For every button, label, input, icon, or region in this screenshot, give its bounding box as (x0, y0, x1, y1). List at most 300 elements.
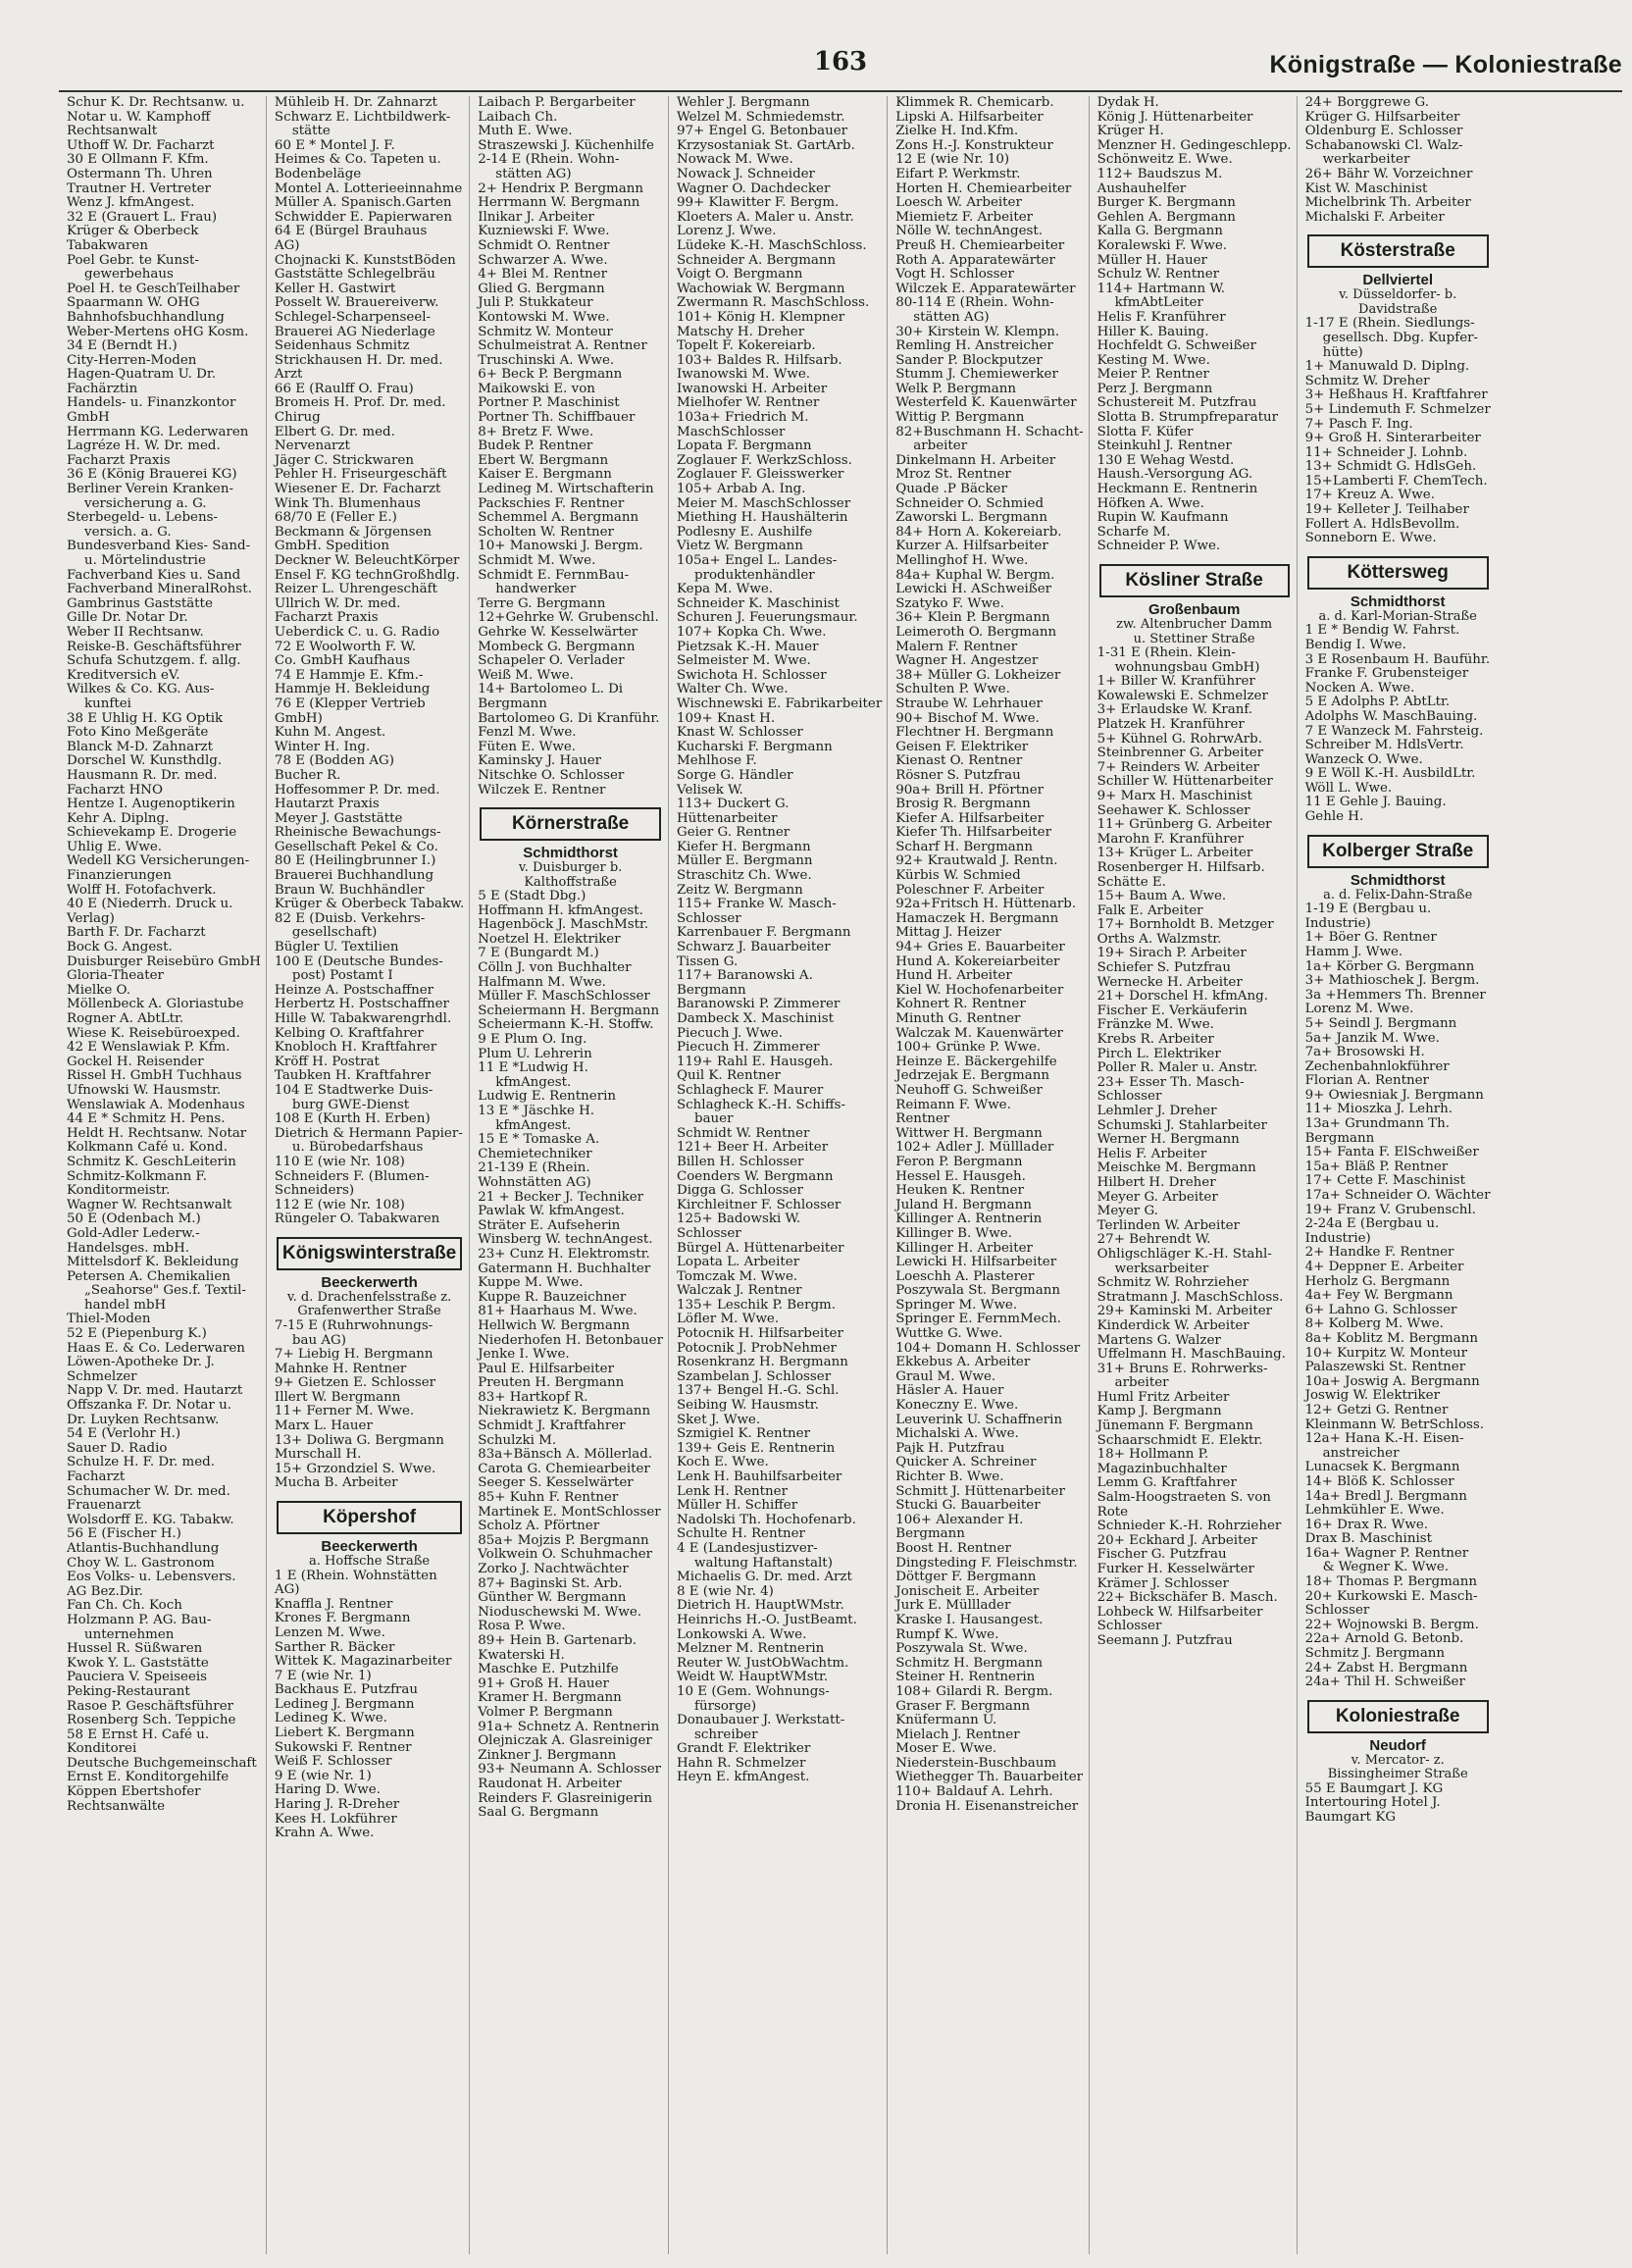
directory-entry: Welk P. Bergmann (895, 381, 1016, 396)
directory-entry: Schulmeistrat A. Rentner (478, 338, 647, 354)
directory-entry: Mucha B. Arbeiter (274, 1475, 398, 1491)
directory-entry: Bergmann (895, 1526, 965, 1542)
directory-entry: Facharzt Praxis (67, 452, 171, 468)
directory-entry: Dr. Luyken Rechtsanw. (67, 1412, 220, 1427)
directory-entry: 4 E (Landesjustizver- (677, 1540, 818, 1556)
directory-entry: 12+ Getzi G. Rentner (1304, 1402, 1449, 1418)
directory-entry: 17+ Cette F. Maschinist (1304, 1173, 1466, 1189)
directory-entry: Mittag J. Heizer (895, 925, 1001, 941)
directory-entry: 66 E (Raulff O. Frau) (274, 381, 414, 396)
directory-entry: Krüger & Oberbeck (67, 224, 199, 239)
directory-entry: Plum U. Lehrerin (478, 1046, 592, 1061)
directory-entry: 5+ Seindl J. Bergmann (1304, 1015, 1457, 1031)
directory-entry: Schlagheck K.-H. Schiffs- (677, 1097, 846, 1112)
directory-entry: 125+ Badowski W. (677, 1211, 801, 1227)
directory-entry: 8a+ Koblitz M. Bergmann (1304, 1330, 1478, 1346)
directory-entry: Müller F. MaschSchlosser (478, 989, 650, 1005)
directory-entry: Kiefer Th. Hilfsarbeiter (895, 825, 1052, 841)
directory-entry: Maschke E. Putzhilfe (478, 1662, 619, 1677)
directory-entry: Digga G. Schlosser (677, 1183, 803, 1199)
directory-entry: 104 E Stadtwerke Duis- (274, 1082, 434, 1098)
directory-entry: Herbertz H. Postschaffner (274, 997, 449, 1012)
directory-entry: Haring J. R-Dreher (274, 1797, 400, 1813)
directory-entry: Dorschel W. Kunsthdlg. (67, 753, 223, 769)
directory-entry: Packschies F. Rentner (478, 495, 625, 511)
directory-entry: Michalski F. Arbeiter (1304, 209, 1445, 225)
directory-entry: 104+ Domann H. Schlosser (895, 1340, 1081, 1356)
directory-entry: Schufa Schutzgem. f. allg. (67, 653, 241, 669)
directory-entry: Blanck M-D. Zahnarzt (67, 739, 213, 754)
district-name: Beeckerwerth (321, 1273, 418, 1291)
directory-entry: Chirug (274, 410, 321, 426)
directory-entry: 7+ Liebig H. Bergmann (274, 1347, 434, 1363)
directory-entry: Ekkebus A. Arbeiter (895, 1355, 1031, 1370)
directory-entry: Schlosser (1304, 1603, 1370, 1619)
directory-entry: Löfler M. Wwe. (677, 1312, 780, 1327)
street-location-note: v. d. Drachenfelsstraße z. (286, 1289, 452, 1305)
district-name: Dellviertel (1362, 272, 1434, 289)
directory-entry: Klimmek R. Chemicarb. (895, 95, 1054, 110)
directory-entry: Hessel E. Hausgeh. (895, 1168, 1026, 1184)
directory-entry: Raudonat H. Arbeiter (478, 1776, 622, 1791)
directory-entry: Lorenz M. Wwe. (1304, 1002, 1414, 1017)
directory-entry: Ledineg K. Wwe. (274, 1711, 387, 1727)
directory-entry: Lopata L. Arbeiter (677, 1255, 800, 1270)
directory-entry: Lenzen M. Wwe. (274, 1624, 385, 1640)
directory-entry: Zeitz W. Bergmann (677, 882, 803, 898)
directory-entry: Heinze E. Bäckergehilfe (895, 1054, 1057, 1069)
directory-entry: Walter Ch. Wwe. (677, 682, 789, 697)
directory-entry: Schneider O. Schmied (895, 495, 1045, 511)
directory-entry: 10 E (Gem. Wohnungs- (677, 1683, 830, 1699)
directory-entry: 7 E (Bungardt M.) (478, 946, 599, 961)
directory-entry: Sket J. Wwe. (677, 1412, 761, 1427)
directory-entry: 113+ Duckert G. (677, 797, 790, 812)
directory-entry: Schiefer S. Putzfrau (1096, 960, 1231, 976)
directory-entry: Fränzke M. Wwe. (1096, 1017, 1214, 1033)
directory-entry: Wittig P. Bergmann (895, 410, 1025, 426)
directory-entry: Welzel M. Schmiedemstr. (677, 109, 845, 125)
directory-entry: Montel A. Lotterieeinnahme (274, 180, 463, 196)
directory-entry: 3+ Mathioschek J. Bergm. (1304, 973, 1480, 989)
directory-entry: 54 E (Verlohr H.) (67, 1426, 181, 1442)
directory-entry: Krüger G. Hilfsarbeiter (1304, 109, 1460, 125)
directory-entry: Knast W. Schlosser (677, 725, 803, 741)
directory-entry: Heldt H. Rechtsanw. Notar (67, 1125, 247, 1141)
directory-entry: Handels- u. Finanzkontor (67, 395, 236, 411)
directory-entry: Peking-Restaurant (67, 1683, 190, 1699)
directory-entry: Posselt W. Brauereiverw. (274, 295, 439, 311)
directory-entry: 13 E * Jäschke H. (478, 1104, 595, 1118)
directory-entry: Voigt O. Bergmann (677, 267, 803, 283)
directory-entry: Lunacsek K. Bergmann (1304, 1460, 1460, 1475)
directory-entry: Michelbrink Th. Arbeiter (1304, 195, 1471, 211)
directory-entry: 15+Lamberti F. ChemTech. (1304, 473, 1488, 489)
directory-entry: Dronia H. Eisenanstreicher (895, 1798, 1079, 1814)
directory-entry: Duisburger Reisebüro GmbH (67, 954, 261, 969)
directory-entry: Springer M. Wwe. (895, 1297, 1018, 1313)
directory-entry: Intertouring Hotel J. (1304, 1795, 1441, 1811)
directory-entry: Schmelzer (67, 1368, 137, 1384)
directory-entry: handwerker (495, 582, 577, 597)
directory-entry: 97+ Engel G. Betonbauer (677, 124, 848, 139)
directory-entry: Heyn E. kfmAngest. (677, 1770, 810, 1785)
directory-entry: Wiese K. Reisebüroexped. (67, 1025, 240, 1041)
directory-entry: Wohnstätten AG) (478, 1174, 591, 1190)
directory-entry: Westerfeld K. Kauenwärter (895, 395, 1077, 411)
directory-entry: Donaubauer J. Werkstatt- (677, 1713, 845, 1728)
directory-entry: Winsberg W. technAngest. (478, 1232, 653, 1248)
directory-entry: Leimeroth O. Bergmann (895, 624, 1057, 640)
directory-entry: Straszewski J. Küchenhilfe (478, 137, 654, 153)
directory-entry: 17+ Kreuz A. Wwe. (1304, 488, 1435, 503)
directory-entry: 108 E (Kurth H. Erben) (274, 1111, 431, 1127)
directory-entry: Piecuch J. Wwe. (677, 1025, 783, 1041)
directory-entry: Miemietz F. Arbeiter (895, 209, 1034, 225)
directory-entry: 15a+ Bläß P. Rentner (1304, 1159, 1449, 1174)
directory-entry: Kohnert R. Rentner (895, 997, 1026, 1012)
directory-entry: 9 E (wie Nr. 1) (274, 1768, 372, 1783)
directory-entry: 83+ Hartkopf R. (478, 1389, 588, 1405)
directory-entry: Straube W. Lehrhauer (895, 696, 1043, 711)
directory-entry: Steiner H. Rentnerin (895, 1670, 1036, 1685)
directory-entry: Schumski J. Stahlarbeiter (1096, 1117, 1267, 1133)
directory-entry: Rösner S. Putzfrau (895, 767, 1021, 783)
directory-entry: 13a+ Grundmann Th. (1304, 1116, 1450, 1132)
directory-entry: Remling H. Anstreicher (895, 338, 1053, 354)
directory-entry: Scholten W. Rentner (478, 524, 614, 540)
directory-entry: 30 E Ollmann F. Kfm. (67, 152, 209, 168)
directory-entry: Steinkuhl J. Rentner (1096, 438, 1232, 454)
directory-entry: Wachowiak W. Bergmann (677, 281, 845, 296)
directory-entry: Kurzer A. Hilfsarbeiter (895, 539, 1048, 554)
directory-entry: Walczak J. Rentner (677, 1283, 802, 1299)
directory-entry: Mellinghof H. Wwe. (895, 553, 1029, 568)
directory-entry: Franke F. Grubensteiger (1304, 666, 1469, 682)
directory-entry: Brauerei AG Niederlage (274, 324, 435, 339)
directory-entry: Kwaterski H. (478, 1647, 565, 1663)
directory-entry: Marohn F. Kranführer (1096, 831, 1244, 847)
directory-entry: Facharzt (67, 1469, 126, 1484)
directory-entry: Sukowski F. Rentner (274, 1739, 412, 1755)
directory-entry: 1-17 E (Rhein. Siedlungs- (1304, 316, 1475, 332)
directory-entry: Schmitz W. Dreher (1304, 373, 1430, 388)
directory-entry: Krzysostaniak St. GartArb. (677, 137, 855, 153)
directory-entry: 8 E (wie Nr. 4) (677, 1583, 774, 1599)
directory-entry: Sarther R. Bäcker (274, 1639, 395, 1655)
directory-entry: Wittwer H. Bergmann (895, 1125, 1043, 1141)
directory-entry: Lewicki H. ASchweißer (895, 582, 1052, 597)
directory-entry: Fan Ch. Ch. Koch (67, 1598, 182, 1614)
directory-entry: Wolsdorff E. KG. Tabakw. (67, 1512, 234, 1527)
directory-entry: Quade .P Bäcker (895, 482, 1007, 497)
directory-entry: Hund A. Kokereiarbeiter (895, 954, 1060, 969)
directory-entry: stätten AG) (913, 309, 990, 325)
directory-entry: Ilnikar J. Arbeiter (478, 209, 594, 225)
directory-entry: Portner P. Maschinist (478, 395, 620, 411)
directory-entry: Scheiermann K.-H. Stoffw. (478, 1017, 654, 1033)
directory-entry: 7 E (wie Nr. 1) (274, 1668, 372, 1683)
directory-entry: Schievekamp E. Drogerie (67, 825, 237, 841)
directory-entry: Brosig R. Bergmann (895, 797, 1031, 812)
directory-entry: Choy W. L. Gastronom (67, 1555, 215, 1571)
directory-entry: Reinders F. Glasreinigerin (478, 1790, 653, 1806)
directory-entry: Hüttenarbeiter (677, 810, 778, 826)
directory-entry: 105+ Arbab A. Ing. (677, 482, 806, 497)
directory-entry: 119+ Rahl E. Hausgeh. (677, 1054, 834, 1069)
directory-entry: Hochfeldt G. Schweißer (1096, 338, 1256, 354)
directory-entry: Poleschner F. Arbeiter (895, 882, 1045, 898)
directory-entry: Ledineg J. Bergmann (274, 1696, 415, 1712)
directory-entry: Schwarzer A. Wwe. (478, 252, 608, 268)
directory-entry: 74 E Hammje E. Kfm.- (274, 667, 424, 683)
directory-entry: Laibach P. Bergarbeiter (478, 95, 636, 110)
directory-entry: Gesellschaft Pekel & Co. (274, 839, 438, 854)
directory-entry: Bürgel A. Hüttenarbeiter (677, 1240, 844, 1256)
directory-entry: Wilczek E. Rentner (478, 782, 606, 798)
district-name: Großenbaum (1148, 601, 1241, 618)
directory-entry: 110+ Baldauf A. Lehrh. (895, 1784, 1053, 1800)
directory-entry: Mielke O. (67, 982, 130, 998)
directory-entry: Saal G. Bergmann (478, 1805, 599, 1821)
directory-entry: Baumgart KG (1304, 1810, 1397, 1825)
directory-entry: Winter H. Ing. (274, 739, 371, 754)
directory-entry: Kwok Y. L. Gaststätte (67, 1655, 209, 1671)
directory-entry: Magazinbuchhalter (1096, 1461, 1227, 1476)
directory-entry: 89+ Hein B. Gartenarb. (478, 1632, 638, 1648)
directory-entry: Krones F. Bergmann (274, 1611, 411, 1626)
directory-entry: 4+ Deppner E. Arbeiter (1304, 1260, 1464, 1274)
directory-entry: Schmitz W. Monteur (478, 324, 613, 339)
directory-entry: post) Postamt I (291, 968, 393, 984)
directory-entry: 2-24a E (Bergbau u. (1304, 1216, 1440, 1232)
directory-entry: Vietz W. Bergmann (677, 539, 803, 554)
directory-entry: Mielhofer W. Rentner (677, 395, 820, 411)
directory-entry: 22+ Wojnowski B. Bergm. (1304, 1617, 1479, 1632)
directory-entry: Kesting M. Wwe. (1096, 352, 1210, 368)
directory-entry: 17+ Bornholdt B. Metzger (1096, 917, 1274, 933)
directory-entry: 1-19 E (Bergbau u. (1304, 902, 1432, 917)
directory-entry: 14a+ Bredl J. Bergmann (1304, 1488, 1467, 1504)
directory-entry: 82+Buschmann H. Schacht- (895, 424, 1084, 439)
directory-entry: Uhlig E. Wwe. (67, 839, 162, 854)
directory-entry: 19+ Sirach P. Arbeiter (1096, 946, 1247, 961)
directory-entry: Schlosser (677, 910, 741, 926)
directory-entry: Nioduschewski M. Wwe. (478, 1604, 641, 1620)
directory-entry: Seemann J. Putzfrau (1096, 1632, 1233, 1648)
directory-entry: 102+ Adler J. Mülllader (895, 1140, 1054, 1156)
directory-entry: Dydak H. (1096, 95, 1159, 110)
directory-entry: Straschitz Ch. Wwe. (677, 868, 812, 884)
directory-entry: Bundesverband Kies- Sand- (67, 539, 251, 554)
directory-entry: Preuten H. Bergmann (478, 1375, 625, 1391)
directory-entry: anstreicher (1322, 1445, 1400, 1461)
directory-entry: Eifart P. Werkmstr. (895, 166, 1021, 181)
directory-entry: Springer E. FernmMech. (895, 1312, 1061, 1327)
directory-entry: Meyer G. (1096, 1204, 1158, 1219)
directory-entry: 90+ Bischof M. Wwe. (895, 710, 1040, 726)
street-heading: Köpershof (277, 1501, 462, 1534)
directory-entry: Stratmann J. MaschSchloss. (1096, 1289, 1284, 1305)
directory-entry: Haas E. & Co. Lederwaren (67, 1340, 245, 1356)
directory-entry: 15+ Grzondziel S. Wwe. (274, 1461, 436, 1476)
directory-entry: Barth F. Dr. Facharzt (67, 925, 206, 941)
directory-entry: Bromeis H. Prof. Dr. med. (274, 395, 446, 411)
directory-entry: Schwarz J. Bauarbeiter (677, 940, 831, 955)
directory-entry: 107+ Kopka Ch. Wwe. (677, 624, 827, 640)
directory-entry: Schulze H. F. Dr. med. (67, 1455, 215, 1470)
directory-entry: Schmidt O. Rentner (478, 237, 610, 253)
directory-entry: 137+ Bengel H.-G. Schl. (677, 1383, 840, 1399)
directory-entry: Gockel H. Reisender (67, 1054, 204, 1069)
directory-entry: Bucher R. (274, 767, 341, 783)
directory-entry: Mühleib H. Dr. Zahnarzt (274, 95, 437, 110)
directory-entry: 10+ Kurpitz W. Monteur (1304, 1345, 1468, 1361)
directory-entry: Adolphs W. MaschBauing. (1304, 708, 1478, 724)
directory-entry: Cölln J. von Buchhalter (478, 960, 632, 976)
directory-entry: 20+ Kurkowski E. Masch- (1304, 1588, 1478, 1604)
directory-entry: Wenz J. kfmAngest. (67, 195, 195, 211)
page-number: 163 (813, 47, 868, 77)
directory-entry: Kraske I. Hausangest. (895, 1612, 1044, 1627)
directory-entry: Huml Fritz Arbeiter (1096, 1389, 1230, 1405)
directory-entry: 8+ Bretz F. Wwe. (478, 424, 594, 439)
directory-entry: 94+ Gries E. Bauarbeiter (895, 940, 1065, 955)
directory-entry: Kiefer A. Hilfsarbeiter (895, 810, 1045, 826)
directory-entry: Kloeters A. Maler u. Anstr. (677, 209, 854, 225)
directory-entry: Liebert K. Bergmann (274, 1726, 415, 1741)
directory-entry: Kuppe R. Bauzeichner (478, 1289, 627, 1305)
directory-entry: Pirch L. Elektriker (1096, 1046, 1221, 1061)
directory-entry: 117+ Baranowski A. (677, 968, 813, 984)
directory-entry: Taubken H. Kraftfahrer (274, 1068, 432, 1084)
directory-entry: Seeger S. Kesselwärter (478, 1475, 634, 1491)
directory-entry: Gaststätte Schlegelbräu (274, 267, 435, 283)
directory-entry: Burger K. Bergmann (1096, 195, 1236, 211)
directory-entry: 15 E * Tomaske A. (478, 1132, 600, 1148)
directory-entry: 11 E *Ludwig H. (478, 1060, 588, 1076)
directory-entry: Koralewski F. Wwe. (1096, 237, 1228, 253)
directory-entry: Petersen A. Chemikalien (67, 1268, 230, 1284)
directory-entry: Zechenbahnlokführer (1304, 1058, 1450, 1074)
directory-entry: 21-139 E (Rhein. (478, 1160, 590, 1176)
directory-entry: Herrmann KG. Lederwaren (67, 424, 249, 439)
directory-entry: 112 E (wie Nr. 108) (274, 1197, 405, 1212)
directory-entry: Rupin W. Kaufmann (1096, 510, 1229, 526)
directory-entry: 106+ Alexander H. (895, 1512, 1024, 1527)
directory-entry: Brauerei Buchhandlung (274, 868, 434, 884)
directory-entry: Topelt F. Kokereiarb. (677, 338, 816, 354)
directory-entry: 110 E (wie Nr. 108) (274, 1154, 405, 1169)
directory-entry: Martens G. Walzer (1096, 1332, 1221, 1348)
directory-entry: Lohbeck W. Hilfsarbeiter (1096, 1604, 1263, 1620)
directory-entry: Industrie) (1304, 915, 1371, 931)
directory-entry: Handelsges. mbH. (67, 1240, 190, 1256)
directory-entry: Bodenbeläge (274, 166, 362, 181)
directory-entry: Mahnke H. Rentner (274, 1361, 407, 1376)
directory-entry: Iwanowski M. Wwe. (677, 367, 811, 383)
directory-entry: 21 + Becker J. Techniker (478, 1189, 644, 1205)
directory-entry: 34 E (Berndt H.) (67, 338, 178, 354)
directory-entry: Schneider K. Maschinist (677, 595, 840, 611)
directory-entry: Zinkner J. Bergmann (478, 1747, 617, 1763)
directory-entry: Schumacher W. Dr. med. (67, 1483, 230, 1499)
directory-entry: Krämer J. Schlosser (1096, 1575, 1229, 1591)
directory-entry: Braun W. Buchhändler (274, 882, 425, 898)
directory-entry: Kaminsky J. Hauer (478, 753, 602, 769)
directory-column (1096, 96, 1298, 2254)
directory-entry: 112+ Baudszus M. (1096, 166, 1223, 181)
directory-entry: 52 E (Piepenburg K.) (67, 1326, 207, 1342)
directory-entry: AG) (274, 1582, 300, 1598)
directory-entry: Industrie) (1304, 1230, 1371, 1246)
directory-entry: kunftei (84, 696, 131, 711)
directory-entry: Lewicki H. Hilfsarbeiter (895, 1255, 1057, 1270)
directory-entry: Boost H. Rentner (895, 1540, 1011, 1556)
directory-entry: Wilczek E. Apparatewärter (895, 281, 1076, 296)
directory-entry: Meischke M. Bergmann (1096, 1160, 1256, 1176)
directory-entry: Müller A. Spanisch.Garten (274, 195, 452, 211)
directory-entry: Horten H. Chemiearbeiter (895, 180, 1072, 196)
directory-entry: Seidenhaus Schmitz (274, 338, 410, 354)
directory-entry: 29+ Kaminski M. Arbeiter (1096, 1304, 1273, 1319)
directory-entry: Laibach Ch. (478, 109, 558, 125)
directory-entry: Finanzierungen (67, 868, 172, 884)
directory-entry: Oldenburg E. Schlosser (1304, 124, 1463, 139)
directory-entry: Thiel-Moden (67, 1312, 151, 1327)
directory-entry: Kucharski F. Bergmann (677, 739, 833, 754)
directory-entry: Weber II Rechtsanw. (67, 624, 204, 640)
directory-entry: waltung Haftanstalt) (694, 1555, 833, 1571)
directory-entry: Roth A. Apparatewärter (895, 252, 1055, 268)
directory-entry: Kamp J. Bergmann (1096, 1404, 1222, 1419)
directory-entry: Heinze A. Postschaffner (274, 982, 434, 998)
directory-entry: Bahnhofsbuchhandlung (67, 309, 225, 325)
directory-entry: versich. a. G. (84, 524, 172, 540)
directory-entry: Löwen-Apotheke Dr. J. (67, 1355, 215, 1370)
directory-entry: 24+ Borggrewe G. (1304, 95, 1429, 110)
directory-entry: Slotta F. Küfer (1096, 424, 1194, 439)
directory-entry: Nowack J. Schneider (677, 166, 815, 181)
page-header (59, 41, 1622, 92)
directory-entry: Follert A. HdlsBevollm. (1304, 516, 1460, 532)
directory-entry: Weidt W. HauptWMstr. (677, 1670, 829, 1685)
directory-entry: kfmAbtLeiter (1114, 295, 1203, 311)
directory-entry: Gloria-Theater (67, 968, 164, 984)
directory-entry: Bergmann (478, 696, 547, 711)
district-name: Beeckerwerth (321, 1538, 418, 1556)
directory-entry: 32 E (Grauert L. Frau) (67, 209, 218, 225)
directory-entry: Marx L. Hauer (274, 1418, 373, 1434)
directory-column (65, 96, 267, 2254)
directory-entry: Schulzki M. (478, 1432, 557, 1448)
directory-entry: Kuzniewski F. Wwe. (478, 224, 610, 239)
directory-entry: Richter B. Wwe. (895, 1469, 1004, 1484)
directory-entry: Beckmann & Jörgensen (274, 524, 433, 540)
directory-entry: Meyer J. Gaststätte (274, 810, 403, 826)
directory-entry: Müller H. Schiffer (677, 1498, 798, 1514)
directory-entry: 5 E Adolphs P. AbtLtr. (1304, 695, 1451, 710)
directory-entry: Swichota H. Schlosser (677, 667, 827, 683)
directory-entry: Kienast O. Rentner (895, 753, 1023, 769)
directory-entry: Hoffmann H. kfmAngest. (478, 902, 643, 918)
directory-entry: Ebert W. Bergmann (478, 452, 609, 468)
directory-entry: Schwarz E. Lichtbildwerk- (274, 109, 451, 125)
directory-entry: Günther W. Bergmann (478, 1590, 627, 1606)
directory-entry: 60 E * Montel J. F. (274, 137, 395, 153)
directory-entry: Schmitz K. GeschLeiterin (67, 1154, 236, 1169)
directory-entry: 11+ Grünberg G. Arbeiter (1096, 817, 1272, 833)
